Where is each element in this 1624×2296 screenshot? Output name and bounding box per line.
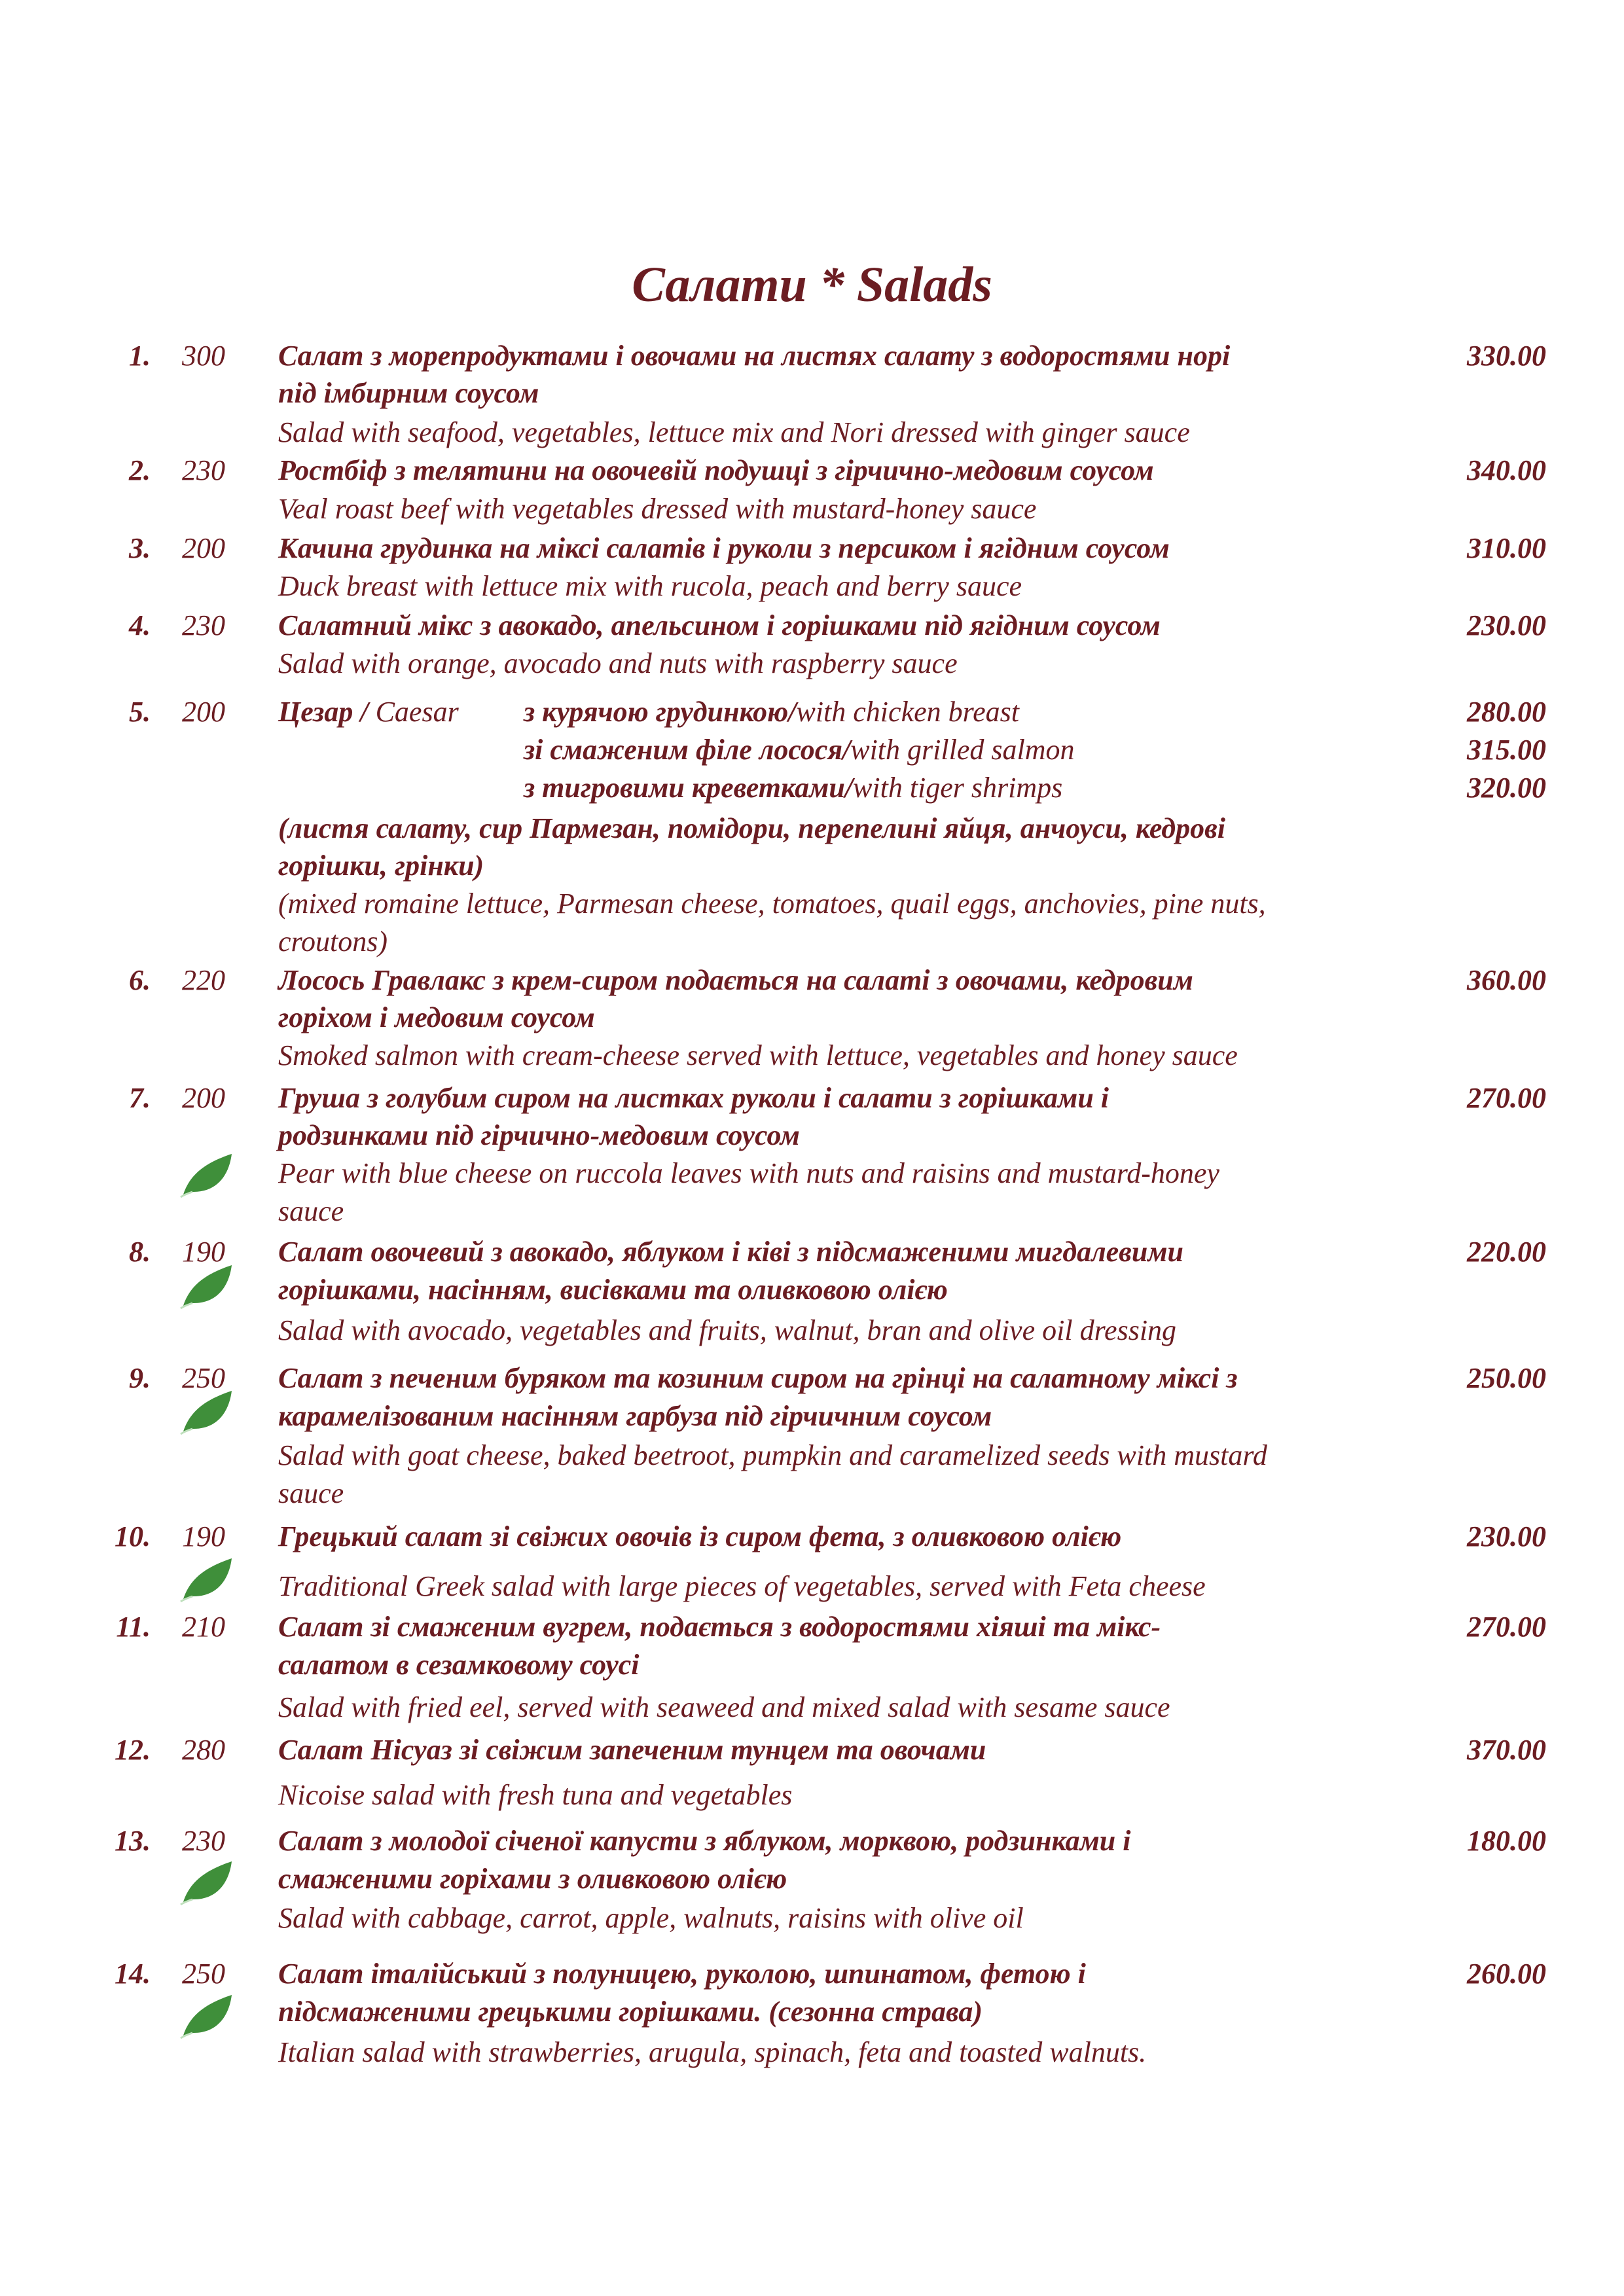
item-description-en: Salad with fried eel, served with seaweed and mixed salad with sesame sauce xyxy=(278,1691,1170,1723)
item-description-en: Smoked salmon with cream-cheese served with lettuce, vegetables and honey sauce xyxy=(278,1039,1238,1071)
item-description-en: Salad with cabbage, carrot, apple, walnuts, raisins with olive oil xyxy=(278,1902,1024,1934)
item-number: 3. xyxy=(129,532,151,564)
option-price: 280.00 xyxy=(1467,696,1546,728)
page-title: Салати * Salads xyxy=(632,257,992,312)
item-description-en: Salad with seafood, vegetables, lettuce mix and Nori dressed with ginger sauce xyxy=(278,416,1190,448)
item-name-ua: Грецький салат зі свіжих овочів із сиром фета, з оливковою олією xyxy=(278,1520,1122,1552)
item-description-en: Traditional Greek salad with large pieces of vegetables, served with Feta cheese xyxy=(278,1570,1206,1602)
item-name-ua: горішками, насінням, висівками та оливковою олією xyxy=(278,1274,948,1306)
item-name-ua: родзинками під гірчично-медовим соусом xyxy=(278,1119,800,1151)
item-weight: 230 xyxy=(182,454,225,486)
item-name-ua: Салат овочевий з авокадо, яблуком і ківі з підсмаженими мигдалевими xyxy=(278,1236,1183,1268)
item-name-ua: Лосось Гравлакс з крем-сиром подається на салаті з овочами, кедровим xyxy=(278,964,1193,996)
item-name-ua: карамелізованим насінням гарбуза під гірчичним соусом xyxy=(278,1400,992,1432)
item-price: 230.00 xyxy=(1467,609,1546,641)
item-name-ua: підсмаженими грецькими горішками. (сезонна страва) xyxy=(278,1996,983,2028)
item-description-en: Salad with goat cheese, baked beetroot, pumpkin and caramelized seeds with mustard xyxy=(278,1439,1267,1471)
item-name-ua: Салат з печеним буряком та козиним сиром на грінці на салатному міксі з xyxy=(278,1362,1238,1394)
item-name-ua: горіхом і медовим соусом xyxy=(278,1001,595,1033)
item-price: 360.00 xyxy=(1467,964,1546,996)
item-weight: 200 xyxy=(182,532,225,564)
item-description-en: Veal roast beef with vegetables dressed with mustard-honey sauce xyxy=(278,493,1037,525)
option-ua: з тигровими креветками/ xyxy=(524,772,854,804)
option-en: with grilled salmon xyxy=(850,734,1075,766)
item-name-ua: Ростбіф з телятини на овочевій подушці з гірчично-медовим соусом xyxy=(278,454,1154,486)
item-weight: 220 xyxy=(182,964,225,996)
green-leaf-icon xyxy=(178,1260,237,1312)
item-number: 13. xyxy=(115,1825,151,1857)
green-leaf-icon xyxy=(178,1553,237,1605)
item-name-ua: смаженими горіхами з оливковою олією xyxy=(278,1863,787,1895)
option-ua: зі смаженим філе лосося/ xyxy=(524,734,851,766)
item-number: 7. xyxy=(129,1082,151,1114)
item-name-ua: Салат зі смаженим вугрем, подається з водоростями хіяші та мікс- xyxy=(278,1611,1161,1643)
item-number: 2. xyxy=(129,454,151,486)
item-number: 9. xyxy=(129,1362,151,1394)
item-price: 340.00 xyxy=(1467,454,1546,486)
item-name-ua: Салатний мікс з авокадо, апельсином і горішками під ягідним соусом xyxy=(278,609,1161,641)
item-description-en: Italian salad with strawberries, arugula, spinach, feta and toasted walnuts. xyxy=(278,2036,1147,2068)
item-name-ua: під імбирним соусом xyxy=(278,377,539,409)
item-description-en: Salad with orange, avocado and nuts with raspberry sauce xyxy=(278,647,958,679)
item-description-en: croutons) xyxy=(278,925,388,958)
item-price: 270.00 xyxy=(1467,1611,1546,1643)
item-name-ua: Качина грудинка на міксі салатів і руколи з персиком і ягідним соусом xyxy=(278,532,1170,564)
item-description-en: Salad with avocado, vegetables and fruits, walnut, bran and olive oil dressing xyxy=(278,1314,1177,1346)
green-leaf-icon xyxy=(178,1990,237,2042)
item-weight: 230 xyxy=(182,609,225,641)
item-price: 370.00 xyxy=(1467,1734,1546,1766)
item-name-ua: Цезар / xyxy=(278,696,369,728)
item-description-en: Nicoise salad with fresh tuna and vegetables xyxy=(278,1779,793,1811)
option-row xyxy=(524,771,1062,804)
option-ua: з курячою грудинкою/ xyxy=(524,696,797,728)
item-number: 1. xyxy=(129,340,151,372)
item-name-ua: Салат з молодої січеної капусти з яблуком, морквою, родзинками і xyxy=(278,1825,1131,1857)
item-weight: 250 xyxy=(182,1362,225,1394)
item-name-ua: Салат італійський з полуницею, руколою, шпинатом, фетою і xyxy=(278,1958,1086,1990)
item-weight: 280 xyxy=(182,1734,225,1766)
item-number: 4. xyxy=(129,609,151,641)
item-number: 6. xyxy=(129,964,151,996)
item-weight: 190 xyxy=(182,1520,225,1552)
option-row xyxy=(524,695,1019,728)
item-name-ua: (листя салату, сир Пармезан, помідори, перепелині яйця, анчоуси, кедрові xyxy=(278,812,1225,844)
item-weight: 230 xyxy=(182,1825,225,1857)
item-description-en: sauce xyxy=(278,1477,344,1509)
item-name-ua: Салат з морепродуктами і овочами на листях салату з водоростями норі xyxy=(278,340,1231,372)
item-price: 310.00 xyxy=(1467,532,1546,564)
item-price: 220.00 xyxy=(1467,1236,1546,1268)
item-number: 10. xyxy=(115,1520,151,1552)
option-price: 315.00 xyxy=(1467,734,1546,766)
item-name-ua: салатом в сезамковому соусі xyxy=(278,1649,640,1681)
item-description-en: (mixed romaine lettuce, Parmesan cheese, tomatoes, quail eggs, anchovies, pine nuts, xyxy=(278,888,1266,920)
item-number: 11. xyxy=(116,1611,151,1643)
item-price: 230.00 xyxy=(1467,1520,1546,1552)
item-weight: 210 xyxy=(182,1611,225,1643)
option-price: 320.00 xyxy=(1467,772,1546,804)
item-description-en: Pear with blue cheese on ruccola leaves with nuts and raisins and mustard-honey xyxy=(278,1157,1219,1189)
item-price: 330.00 xyxy=(1467,340,1546,372)
item-number: 14. xyxy=(115,1958,151,1990)
item-name-en: Caesar xyxy=(368,696,459,728)
item-name xyxy=(278,695,459,728)
item-weight: 190 xyxy=(182,1236,225,1268)
item-name-ua: горішки, грінки) xyxy=(278,850,484,882)
option-en: with chicken breast xyxy=(796,696,1019,728)
green-leaf-icon xyxy=(178,1149,237,1201)
green-leaf-icon xyxy=(178,1386,237,1438)
item-price: 250.00 xyxy=(1467,1362,1546,1394)
item-weight: 200 xyxy=(182,696,225,728)
item-name-ua: Салат Нісуаз зі свіжим запеченим тунцем та овочами xyxy=(278,1734,986,1766)
item-price: 260.00 xyxy=(1467,1958,1546,1990)
item-weight: 250 xyxy=(182,1958,225,1990)
item-name-ua: Груша з голубим сиром на листках руколи і салати з горішками і xyxy=(278,1082,1110,1114)
item-description-en: Duck breast with lettuce mix with rucola, peach and berry sauce xyxy=(278,570,1022,602)
item-weight: 300 xyxy=(182,340,225,372)
option-row xyxy=(524,733,1074,766)
item-number: 8. xyxy=(129,1236,151,1268)
item-description-en: sauce xyxy=(278,1195,344,1227)
item-number: 12. xyxy=(115,1734,151,1766)
option-en: with tiger shrimps xyxy=(853,772,1063,804)
green-leaf-icon xyxy=(178,1856,237,1909)
item-weight: 200 xyxy=(182,1082,225,1114)
item-price: 270.00 xyxy=(1467,1082,1546,1114)
item-number: 5. xyxy=(129,696,151,728)
item-price: 180.00 xyxy=(1467,1825,1546,1857)
